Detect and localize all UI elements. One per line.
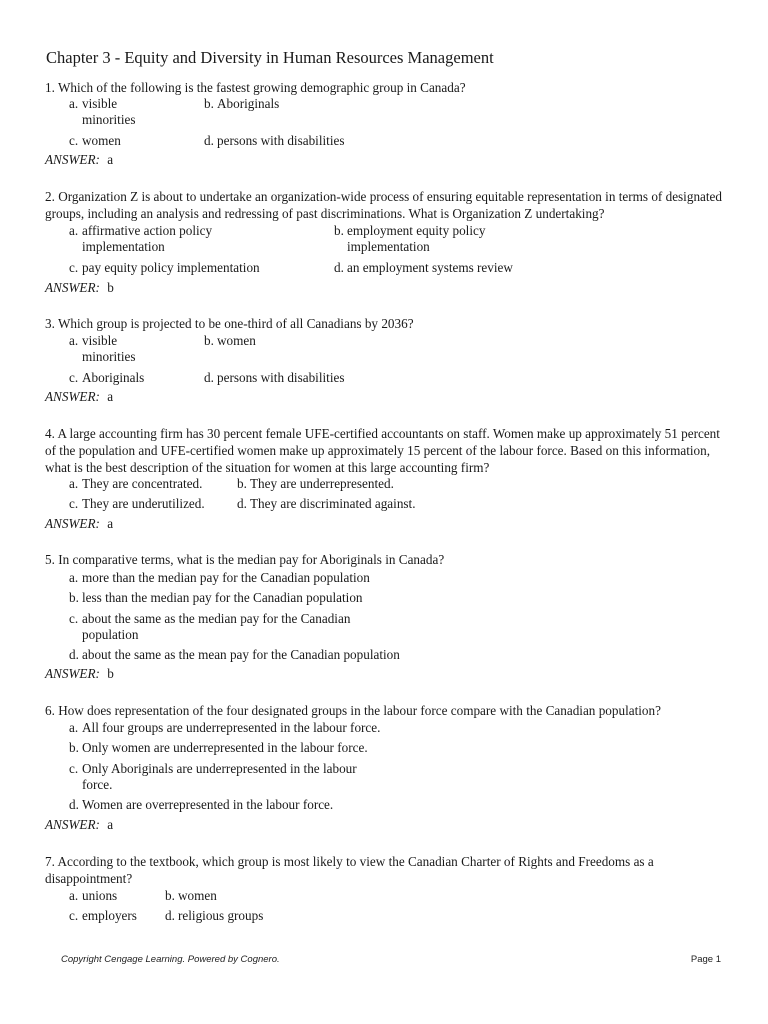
answer-label: ANSWER: [45, 666, 100, 681]
answer-value: a [107, 389, 114, 404]
option-letter: c. [69, 761, 79, 776]
option-letter: a. [69, 333, 79, 348]
option-letter: d. [204, 370, 214, 385]
option-letter: b. [204, 333, 214, 348]
option-item [69, 611, 379, 643]
question-stem: 4. A large accounting firm has 30 percent female UFE-certified accountants on staff. Women make up approximately 51 percent of the population and UFE-certified women make up approximately 15 percent of the labour force. Based on this information, what is the best description of the situation for women at this large accounting firm? [45, 426, 720, 475]
option-item [69, 647, 449, 663]
option-item [204, 333, 404, 349]
option-text: persons with disabilities [217, 370, 345, 385]
answer-value: a [107, 152, 114, 167]
footer-page-number: Page 1 [690, 954, 721, 965]
option-letter: c. [69, 133, 79, 148]
chapter-title: Chapter 3 - Equity and Diversity in Human Resources Management [46, 48, 494, 67]
option-text: pay equity policy implementation [82, 260, 260, 275]
option-letter: d. [237, 496, 247, 511]
answer-value: a [107, 516, 114, 531]
answer-label: ANSWER: [45, 280, 100, 295]
option-letter: d. [69, 797, 79, 812]
option-text: affirmative action policy implementation [82, 223, 213, 254]
option-letter: b. [69, 740, 79, 755]
answer-label: ANSWER: [45, 817, 100, 832]
question-stem: 1. Which of the following is the fastest growing demographic group in Canada? [45, 80, 466, 95]
option-text: women [82, 133, 121, 148]
answer-line [45, 817, 113, 833]
option-text: employment equity policy implementation [347, 223, 486, 254]
option-item [204, 96, 404, 112]
option-letter: c. [69, 260, 79, 275]
option-letter: c. [69, 370, 79, 385]
option-item [334, 260, 594, 276]
option-letter: b. [69, 590, 79, 605]
option-letter: a. [69, 96, 79, 111]
option-item [237, 476, 457, 492]
option-letter: c. [69, 496, 79, 511]
option-text: unions [82, 888, 118, 903]
option-letter: a. [69, 888, 79, 903]
question-stem: 6. How does representation of the four designated groups in the labour force compare with the Canadian population? [45, 703, 661, 718]
option-item [69, 370, 199, 386]
option-item [237, 496, 477, 512]
option-item [204, 133, 424, 149]
option-text: Aboriginals [82, 370, 145, 385]
option-text: women [178, 888, 217, 903]
question-stem: 2. Organization Z is about to undertake an organization-wide process of ensuring equitable representation in terms of designated groups, including an analysis and redressing of past discriminations. What is Organization Z undertaking? [45, 189, 722, 221]
option-letter: d. [165, 908, 175, 923]
option-item [69, 96, 141, 128]
option-letter: d. [334, 260, 344, 275]
option-letter: a. [69, 476, 79, 491]
option-letter: b. [204, 96, 214, 111]
answer-line [45, 389, 113, 405]
option-text: Aboriginals [217, 96, 280, 111]
option-item [69, 133, 189, 149]
option-letter: c. [69, 611, 79, 626]
answer-value: b [107, 666, 114, 681]
option-item [69, 888, 159, 904]
answer-line [45, 152, 113, 168]
option-text: All four groups are underrepresented in the labour force. [82, 720, 381, 735]
answer-line [45, 516, 113, 532]
option-text: more than the median pay for the Canadian population [82, 570, 370, 585]
option-item [69, 333, 141, 365]
answer-label: ANSWER: [45, 516, 100, 531]
option-text: visible minorities [82, 333, 136, 364]
option-item [69, 797, 449, 813]
option-item [165, 888, 315, 904]
option-item [69, 260, 329, 276]
option-text: Women are overrepresented in the labour force. [82, 797, 334, 812]
option-letter: b. [165, 888, 175, 903]
option-text: persons with disabilities [217, 133, 345, 148]
option-letter: d. [69, 647, 79, 662]
option-item [69, 476, 244, 492]
option-text: They are concentrated. [82, 476, 203, 491]
option-text: about the same as the median pay for the Canadian population [82, 611, 351, 642]
option-text: They are discriminated against. [250, 496, 416, 511]
option-letter: a. [69, 570, 79, 585]
answer-label: ANSWER: [45, 389, 100, 404]
answer-value: b [107, 280, 114, 295]
option-text: women [217, 333, 256, 348]
option-letter: a. [69, 720, 79, 735]
option-letter: a. [69, 223, 79, 238]
option-letter: c. [69, 908, 79, 923]
option-item [69, 496, 244, 512]
option-item [204, 370, 424, 386]
option-item [69, 590, 429, 606]
option-text: They are underrepresented. [250, 476, 394, 491]
answer-label: ANSWER: [45, 152, 100, 167]
option-item [69, 740, 429, 756]
option-item [69, 570, 429, 586]
question-stem: 7. According to the textbook, which group is most likely to view the Canadian Charter of Rights and Freedoms as a disappointment? [45, 854, 654, 886]
question-stem: 3. Which group is projected to be one-third of all Canadians by 2036? [45, 316, 414, 331]
option-text: visible minorities [82, 96, 136, 127]
answer-value: a [107, 817, 114, 832]
option-item [165, 908, 315, 924]
option-letter: b. [334, 223, 344, 238]
option-text: less than the median pay for the Canadian population [82, 590, 363, 605]
question-stem: 5. In comparative terms, what is the median pay for Aboriginals in Canada? [45, 552, 445, 567]
option-letter: d. [204, 133, 214, 148]
option-letter: b. [237, 476, 247, 491]
option-item [69, 761, 379, 793]
option-item [69, 223, 254, 255]
option-text: Only Aboriginals are underrepresented in the labour force. [82, 761, 357, 792]
option-text: religious groups [178, 908, 264, 923]
answer-line [45, 280, 114, 296]
option-text: Only women are underrepresented in the labour force. [82, 740, 368, 755]
option-text: They are underutilized. [82, 496, 205, 511]
option-text: employers [82, 908, 137, 923]
answer-line [45, 666, 114, 682]
option-item [69, 720, 429, 736]
option-text: an employment systems review [347, 260, 513, 275]
option-text: about the same as the mean pay for the Canadian population [82, 647, 400, 662]
option-item [69, 908, 141, 924]
option-item [334, 223, 519, 255]
footer-copyright: Copyright Cengage Learning. Powered by Cognero. [61, 954, 280, 965]
